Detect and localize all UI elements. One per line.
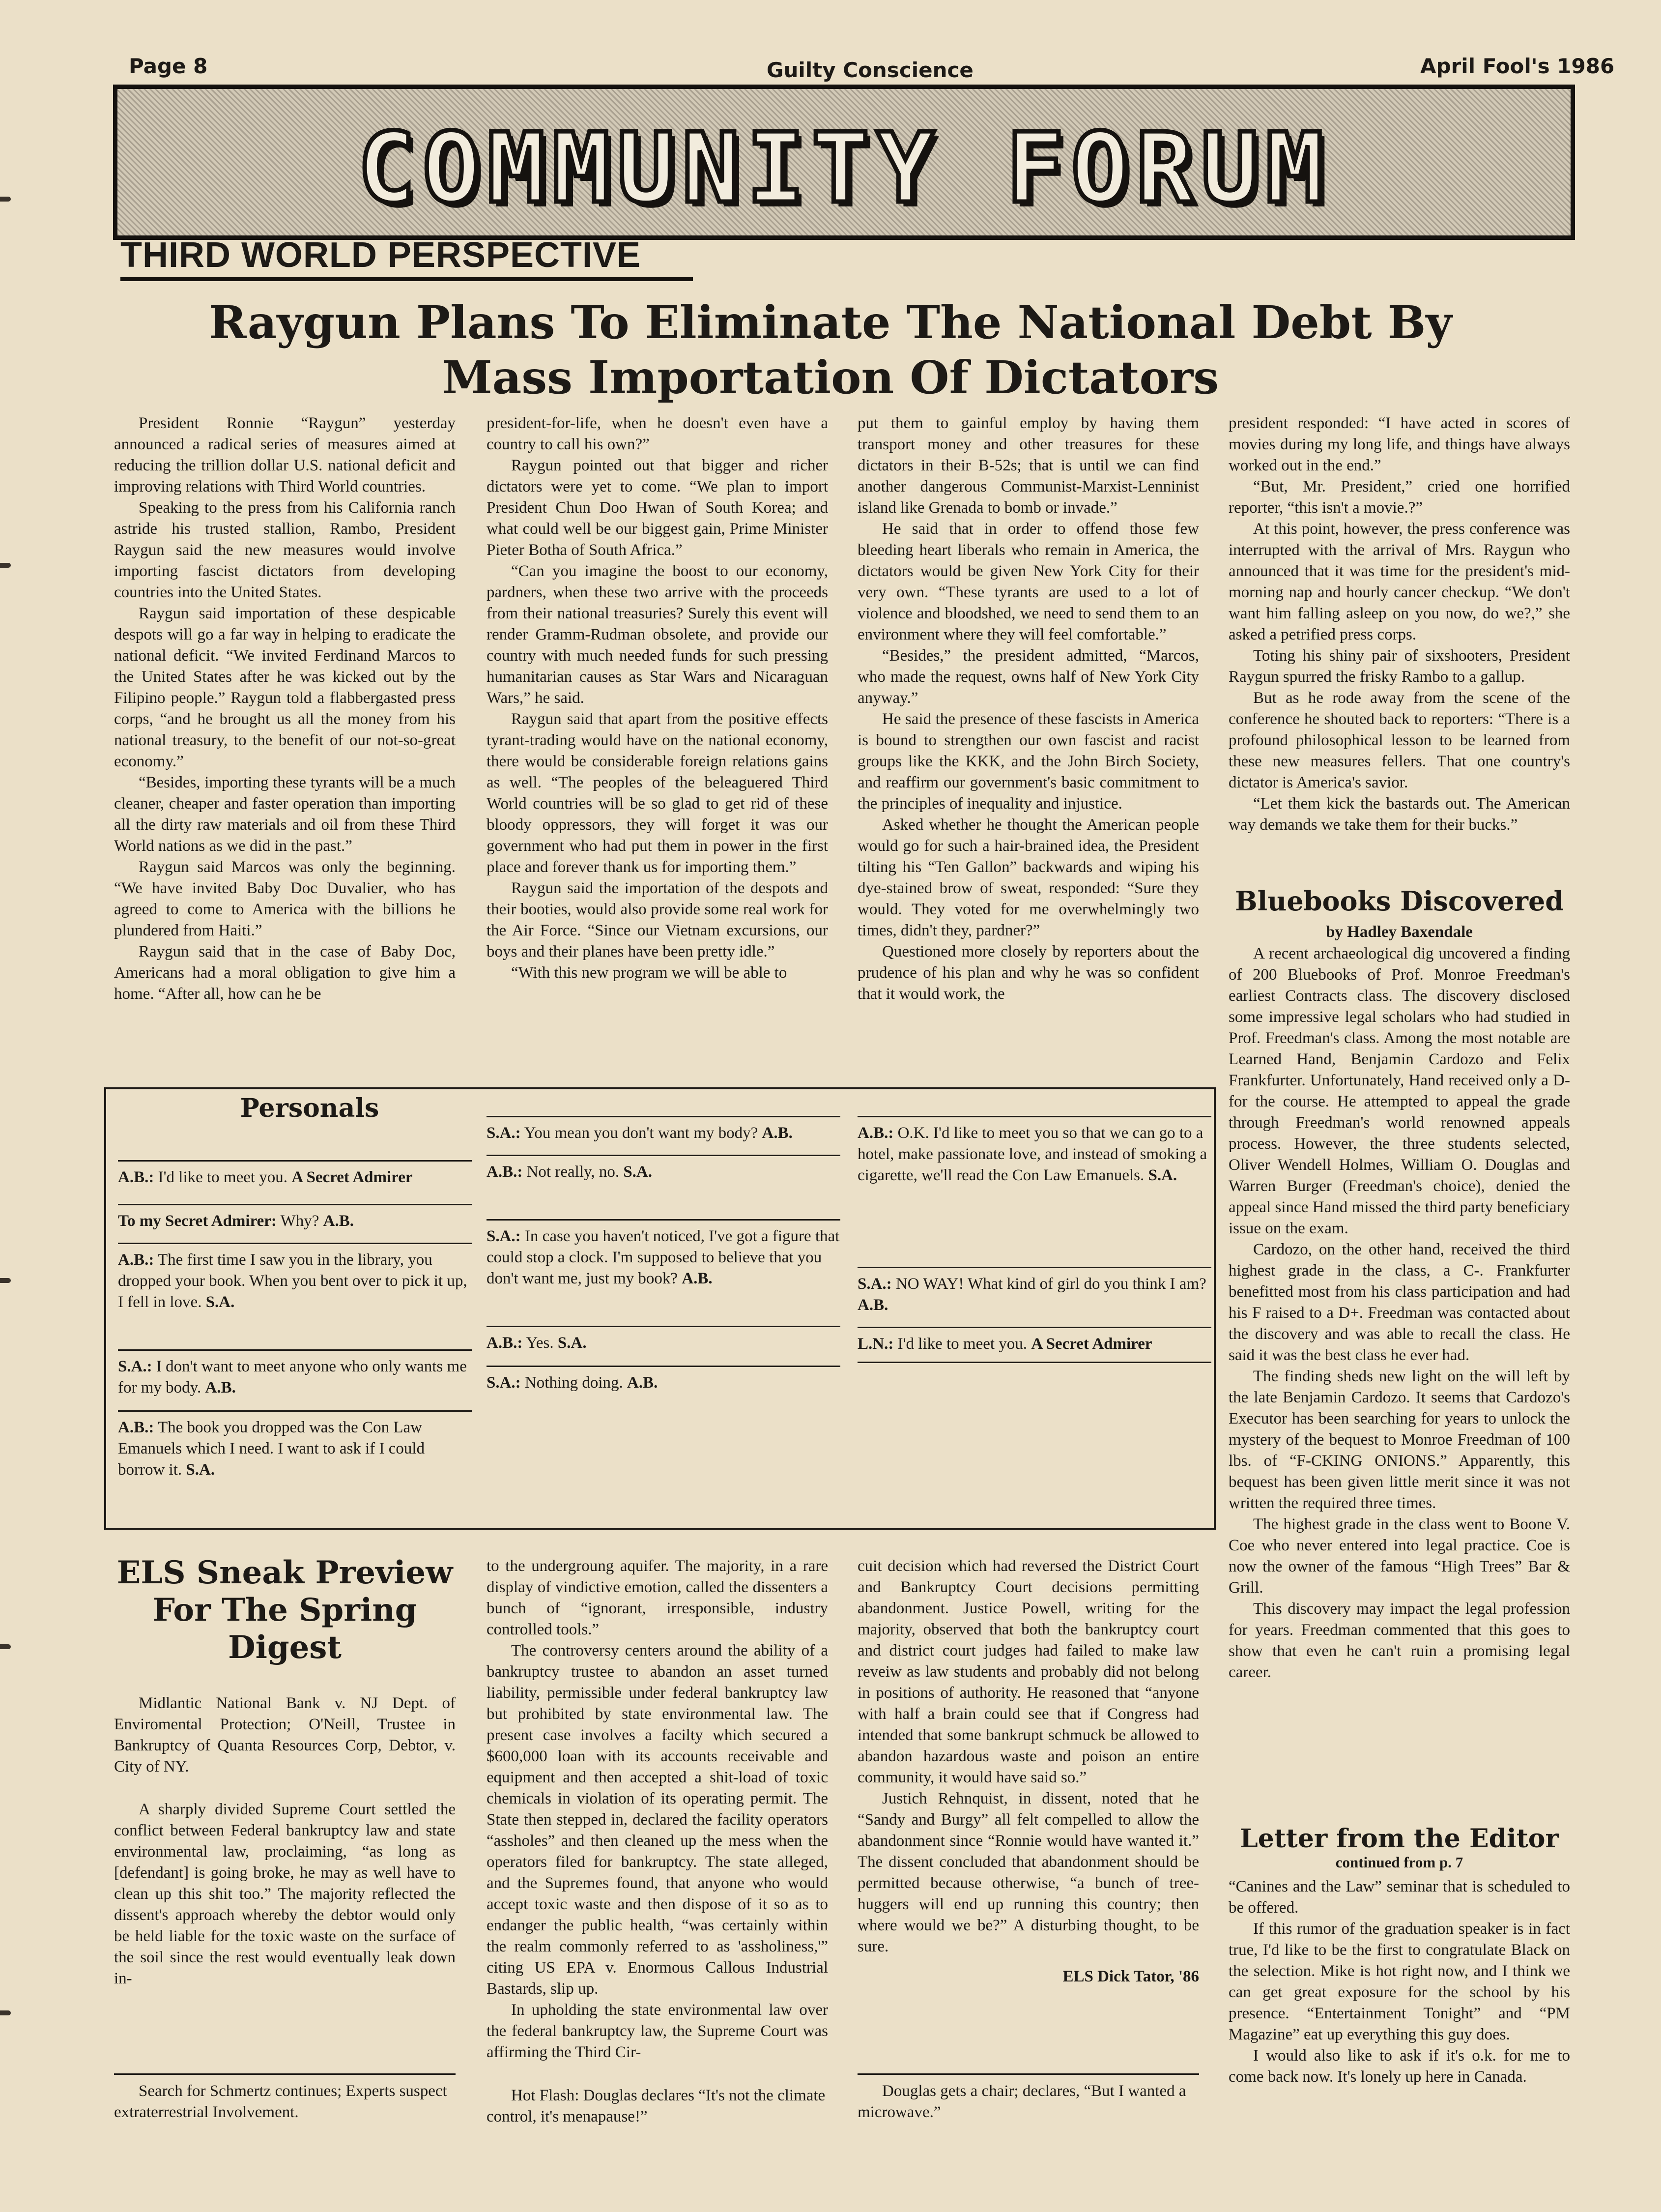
main-headline: Raygun Plans To Eliminate The National Debt By Mass Importation Of Dictators (209, 296, 1452, 404)
paragraph: He said the presence of these fascists in America is bound to strengthen our own fascist and racist groups like the KKK, and the John Birch Society, and reaffirm our government's basic commitment to the principles of inequality and injustice. (858, 710, 1199, 813)
paragraph: The highest grade in the class went to Boone V. Coe who never entered into legal practice. Coe is now the owner of the famous “High Trees” Bar & Grill. (1229, 1515, 1570, 1597)
community-forum-banner (113, 85, 1575, 240)
edge-mark (0, 1278, 11, 1283)
issue-date: April Fool's 1986 (1420, 54, 1615, 78)
paragraph: Raygun said importation of these despicable despots will go a far way in helping to eradicate the national deficit. “We invited Ferdinand Marcos to the United States after he was kicked out by the Filipino people.” Raygun told a flabbergasted press corps, “and he brought us all the money from his national treasury, to the benefit of our not-so-great economy.” (114, 605, 456, 770)
paragraph: “Can you imagine the boost to our economy, pardners, when these two arrive with the proceeds from their national treasuries? Surely this event will render Gramm-Rudman obsolete, and provide our country with much needed funds for such pressing humanitarian causes as Star Wars and Nicaraguan Wars,” he said. (487, 562, 828, 707)
personal-ad: S.A.: In case you haven't noticed, I've got a figure that could stop a clock. I'm supposed to believe that you don't want me, just my book? A.B. (487, 1219, 840, 1296)
paragraph: I would also like to ask if it's o.k. for me to come back now. It's lonely up here in Canada. (1229, 2047, 1570, 2086)
paragraph: In upholding the state environmental law over the federal bankruptcy law, the Supreme Court was affirming the Third Cir- (487, 2001, 828, 2061)
paragraph: This discovery may impact the legal profession for years. Freedman commented that this goes to show that even he can't ruin a promising legal career. (1229, 1600, 1570, 1681)
bluebooks-title: Bluebooks Discovered (1234, 885, 1564, 917)
personal-ad: S.A.: I don't want to meet anyone who only wants me for my body. A.B. (118, 1349, 472, 1405)
els-column-2 (487, 1556, 828, 2063)
edge-mark (0, 197, 11, 202)
paragraph: Speaking to the press from his California ranch astride his trusted stallion, Rambo, President Raygun said the new measures would involve importing fascist dictators from developing countries into the United States. (114, 499, 456, 601)
main-article-column-2 (487, 413, 828, 1064)
filler-douglas-chair: Douglas gets a chair; declares, “But I wanted a microwave.” (858, 2073, 1199, 2123)
editor-continued: continued from p. 7 (1335, 1854, 1463, 1871)
personal-ad: S.A.: Nothing doing. A.B. (487, 1366, 840, 1400)
personals-column-2 (487, 1116, 840, 1400)
paragraph: “Besides,” the president admitted, “Marcos, who made the request, owns half of New York City anyway.” (858, 647, 1199, 707)
personals-column-3 (858, 1116, 1211, 1362)
paragraph: Asked whether he thought the American people would go for such a hair-brained idea, the President tilting his “Ten Gallon” backwards and wiping his dye-stained brow of sweat, responded: “Sure they would. They voted for me overwhelmingly two times, didn't they, pardner?” (858, 816, 1199, 939)
paragraph: Raygun said the importation of the despots and their booties, would also provide some real work for the Air Force. “Since our Vietnam excursions, our boys and their planes have been pretty idle.” (487, 879, 828, 960)
paragraph: Raygun said that in the case of Baby Doc, Americans had a moral obligation to give him a home. “After all, how can he be (114, 943, 456, 1003)
personal-ad: L.N.: I'd like to meet you. A Secret Admirer (858, 1327, 1211, 1362)
personal-ad: A.B.: Not really, no. S.A. (487, 1155, 840, 1190)
filler-schmertz: Search for Schmertz continues; Experts suspect extraterrestrial Involvement. (114, 2073, 456, 2123)
paragraph: president responded: “I have acted in scores of movies during my long life, and things have always worked out in the end.” (1229, 414, 1570, 474)
paragraph: He said that in order to offend those few bleeding heart liberals who remain in America, the dictators would be given New York City for their very own. “These tyrants are used to a lot of violence and bloodshed, we need to send them to an environment where they will feel comfortable.” (858, 520, 1199, 643)
personal-ad: A.B.: The book you dropped was the Con Law Emanuels which I need. I want to ask if I could borrow it. S.A. (118, 1410, 472, 1487)
paragraph: At this point, however, the press conference was interrupted with the arrival of Mrs. Raygun who announced that it was time for the president's mid-morning nap and hourly cancer checkup. “We don't want him falling asleep on you now, do we?,” she asked a petrified press corps. (1229, 520, 1570, 643)
paragraph: “Let them kick the bastards out. The American way demands we take them for their bucks.” (1229, 795, 1570, 834)
main-article-column-1 (114, 413, 456, 1064)
paragraph: Raygun said Marcos was only the beginning. “We have invited Baby Doc Duvalier, who has agreed to come to America with the billions he plundered from Haiti.” (114, 858, 456, 939)
paragraph: “Canines and the Law” seminar that is scheduled to be offered. (1229, 1878, 1570, 1917)
paragraph: A sharply divided Supreme Court settled the conflict between Federal bankruptcy law and state environmental law, proclaiming, “as long as [defendant] is going broke, he may as well have to clean up this shit too.” The majority reflected the dissent's approach whereby the debtor would only be held liable for the toxic waste on the surface of the soil since the rest would eventually leak down in- (114, 1801, 456, 1987)
paragraph: A recent archaeological dig uncovered a finding of 200 Bluebooks of Prof. Monroe Freedman's earliest Contracts class. The discovery disclosed some impressive legal scholars who had studied in Prof. Freedman's class. Among the most notable are Learned Hand, Benjamin Cardozo and Felix Frankfurter. Unfortunately, Hand received only a D- for the course. He attempted to appeal the grade through Freedman's world renowned appeals process. However, the three students selected, Oliver Wendell Holmes, William O. Douglas and Warren Burger (Freedman's choice), denied the appeal since Hand missed the third party beneficiary issue on the exam. (1229, 945, 1570, 1237)
paragraph: But as he rode away from the scene of the conference he shouted back to reporters: “There is a profound philosophical lesson to be learned from these new measures fellers. That one country's dictator is America's savior. (1229, 689, 1570, 791)
paragraph: Toting his shiny pair of sixshooters, President Raygun spurred the frisky Rambo to a gallup. (1229, 647, 1570, 686)
paragraph: “Besides, importing these tyrants will be a much cleaner, cheaper and faster operation than importing all the dirty raw materials and oil from these Third World nations as we did in the past.” (114, 774, 456, 855)
edge-mark (0, 2010, 11, 2015)
editor-body (1229, 1876, 1570, 2088)
page-number: Page 8 (129, 54, 208, 78)
paragraph: President Ronnie “Raygun” yesterday announced a radical series of measures aimed at reducing the trillion dollar U.S. national deficit and improving relations with Third World countries. (114, 414, 456, 495)
paragraph: Questioned more closely by reporters about the prudence of his plan and why he was so confident that it would work, the (858, 943, 1199, 1003)
letter-from-editor (1229, 1824, 1570, 2088)
paragraph: Raygun pointed out that bigger and richer dictators were yet to come. “We plan to import President Chun Doo Hwan of South Korea; and what could well be our biggest gain, Prime Minister Pieter Botha of South Africa.” (487, 457, 828, 559)
edge-mark (0, 1644, 11, 1649)
filler-hot-flash: Hot Flash: Douglas declares “It's not the climate control, it's menapause!” (487, 2087, 826, 2125)
els-title: ELS Sneak Preview For The Spring Digest (116, 1554, 453, 1666)
paragraph: cuit decision which had reversed the District Court and Bankruptcy Court decisions permitting abandonment. Justice Powell, writing for the majority, observed that both the bankruptcy court and district court judges had failed to make law reveiw as law students and probably did not belong in positions of authority. He reasoned that “anyone with half a brain could see that if Congress had intended that some bankrupt schmuck be allowed to abandon hazardous waste and poison an entire community, it would have said so.” (858, 1557, 1199, 1786)
bluebooks-body (1229, 943, 1570, 1683)
paragraph: to the undergroung aquifer. The majority, in a rare display of vindictive emotion, called the dissenters a bunch of “ignorant, irresponsible, industry controlled tools.” (487, 1557, 828, 1638)
edge-mark (0, 563, 11, 568)
personal-ad: S.A.: You mean you don't want my body? A.B. (487, 1116, 840, 1151)
els-signature: ELS Dick Tator, '86 (1062, 1968, 1199, 1985)
main-article-column-4 (1229, 413, 1570, 880)
paragraph: put them to gainful employ by having them transport money and other treasures for these dictators in their B-52s; that is until we can find another dangerous Communist-Marxist-Lenninist island like Grenada to bomb or invade.” (858, 414, 1199, 517)
personal-ad: To my Secret Admirer: Why? A.B. (118, 1204, 472, 1239)
personal-ad: A.B.: Yes. S.A. (487, 1326, 840, 1361)
paragraph: Justich Rehnquist, in dissent, noted that he “Sandy and Burgy” all felt compelled to allow the abandonment since “Ronnie would have wanted it.” The dissent concluded that abandonment should be permitted because otherwise, “a bunch of tree-huggers will end up running this country; then where would we be?” A disturbing thought, to be sure. (858, 1790, 1199, 1955)
section-label: THIRD WORLD PERSPECTIVE (120, 235, 693, 281)
bluebooks-byline: by Hadley Baxendale (1326, 923, 1473, 941)
editor-title: Letter from the Editor (1240, 1824, 1559, 1854)
paragraph: president-for-life, when he doesn't even have a country to call his own?” (487, 414, 828, 453)
paragraph: “But, Mr. President,” cried one horrified reporter, “this isn't a movie.?” (1229, 478, 1570, 517)
main-article-column-3 (858, 413, 1199, 1064)
paragraph: The finding sheds new light on the will left by the late Benjamin Cardozo. It seems that Cardozo's Executor has been searching for years to unlock the mystery of the bequest to Monroe Freedman of 100 lbs. of “F-CKING ONIONS.” Apparently, this bequest has been given little merit since it was not written the required three times. (1229, 1368, 1570, 1512)
bluebooks-article (1229, 885, 1570, 1683)
personal-ad: A.B.: The first time I saw you in the library, you dropped your book. When you bent over to pick it up, I fell in love. S.A. (118, 1243, 472, 1320)
paragraph: “With this new program we will be able to (511, 964, 787, 982)
els-column-1 (114, 1549, 456, 1989)
banner-title: COMMUNITY FORUM (357, 113, 1331, 225)
paper-name: Guilty Conscience (767, 58, 974, 82)
personal-ad: S.A.: NO WAY! What kind of girl do you think I am? A.B. (858, 1267, 1211, 1323)
els-column-3 (858, 1556, 1199, 1987)
personal-ad: A.B.: I'd like to meet you. A Secret Admirer (118, 1160, 472, 1195)
personal-ad: A.B.: O.K. I'd like to meet you so that we can go to a hotel, make passionate love, and instead of smoking a cigarette, we'll read the Con Law Emanuels. S.A. (858, 1116, 1211, 1193)
case-caption: Midlantic National Bank v. NJ Dept. of Enviromental Protection; O'Neill, Trustee in Bankruptcy of Quanta Resources Corp, Debtor, v. City of NY. (114, 1694, 456, 1775)
paragraph: The controversy centers around the ability of a bankruptcy trustee to abandon an asset turned liability, permissible under federal bankruptcy law but prohibited by state environmental law. The present case involves a facilty which secured a $600,000 loan with its accounts receivable and equipment and then accepted a shit-load of toxic chemicals in violation of its operating permit. The State then stepped in, declared the facility operators “assholes” and then cleaned up the mess when the operators filed for bankruptcy. The state alleged, and the Supremes found, that anyone who would accept toxic waste and then dispose of it so as to endanger the public health, “was certainly within the realm commonly referred to as 'assholiness,'” citing US EPA v. Enormous Callous Industrial Bastards, slip up. (487, 1642, 828, 1998)
personals-title: Personals (240, 1093, 379, 1123)
personals-column-1 (118, 1160, 472, 1487)
paragraph: Raygun said that apart from the positive effects tyrant-trading would have on the national economy, there would be considerable foreign relations gains as well. “The peoples of the beleaguered Third World countries will be so glad to get rid of these bloody oppressors, they will forget it was our government who had put them in power in the first place and forever thank us for importing them.” (487, 710, 828, 876)
paragraph: Cardozo, on the other hand, received the third highest grade in the class, a C-. Frankfurter benefitted most from his class participation and had his F raised to a D+. Freedman was contacted about the discovery and was able to recall the class. He said it was the best class he ever had. (1229, 1241, 1570, 1364)
paragraph: If this rumor of the graduation speaker is in fact true, I'd like to be the first to congratulate Black on the selection. Mike is hot right now, and I think we can get great exposure for the school by his presence. “Entertainment Tonight” and “PM Magazine” eat up everything this guy does. (1229, 1920, 1570, 2043)
